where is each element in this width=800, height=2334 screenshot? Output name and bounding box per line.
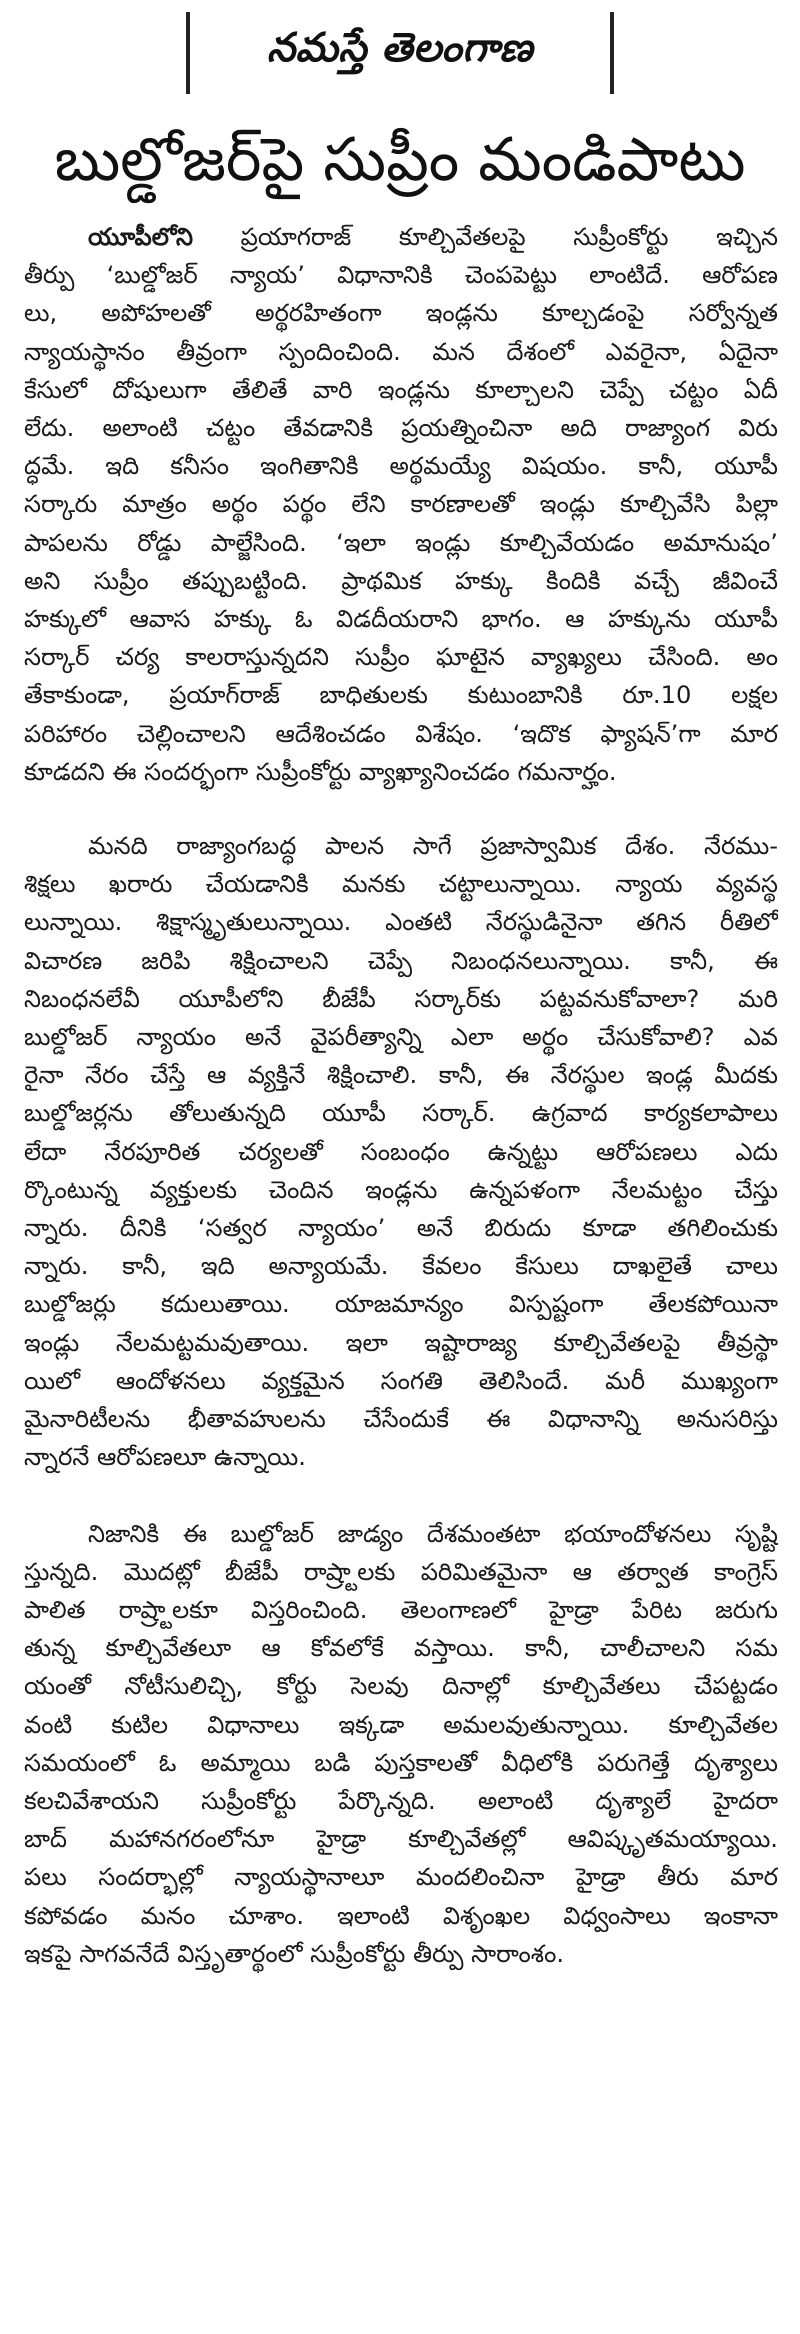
text-line: నిజానికి ఈ బుల్డోజర్ జాడ్యం దేశమంతటా భయాందోళనలు సృష్టి xyxy=(88,1519,778,1548)
text-line: కేసులో దోషులుగా తేలితే వారి ఇండ్లను కూల్చాలని చెప్పే చట్టం ఏదీ xyxy=(24,375,778,404)
text-line: శిక్షలు ఖరారు చేయడానికి మనకు చట్టాలున్నాయి. న్యాయ వ్యవస్థ xyxy=(24,870,778,899)
masthead-right-rule xyxy=(610,12,614,94)
text-line: రైనా నేరం చేస్తే ఆ వ్యక్తినే శిక్షించాలి. కానీ, ఈ నేరస్థుల ఇండ్ల మీదకు xyxy=(24,1061,778,1090)
text-line: ర్కొంటున్న వ్యక్తులకు చెందిన ఇండ్లను ఉన్నపళంగా నేలమట్టం చేస్తు xyxy=(24,1175,778,1204)
text-line: న్నారు. దీనికి ‘సత్వర న్యాయం’ అనే బిరుదు కూడా తగిలించుకు xyxy=(24,1214,778,1243)
text-line: ఇకపై సాగవనేదే విస్తృతార్థంలో సుప్రీంకోర్టు తీర్పు సారాంశం. xyxy=(24,1939,565,1968)
text-line: కూడదని ఈ సందర్భంగా సుప్రీంకోర్టు వ్యాఖ్యానించడం గమనార్హం. xyxy=(24,757,617,786)
text-line: సర్కార్ చర్య కాలరాస్తున్నదని సుప్రీం ఘాటైన వ్యాఖ్యలు చేసింది. అం xyxy=(24,643,778,672)
text-line: పాపలను రోడ్డు పాల్జేసింది. ‘ఇలా ఇండ్లు కూల్చివేయడం అమానుషం’ xyxy=(24,528,778,557)
article-body xyxy=(24,218,778,1973)
text-line: ఇండ్లు నేలమట్టమవుతాయి. ఇలా ఇష్టారాజ్య కూల్చివేతలపై తీవ్రస్థా xyxy=(24,1328,778,1357)
masthead-left-rule xyxy=(186,12,190,94)
text-line: అని సుప్రీం తప్పుబట్టింది. ప్రాథమిక హక్కు కిందికి వచ్చే జీవించే xyxy=(24,566,778,595)
text-line: నిబంధనలేవీ యూపీలోని బీజేపీ సర్కార్‌కు పట్టవనుకోవాలా? మరి xyxy=(24,984,778,1013)
text-line: సమయంలో ఓ అమ్మాయి బడి పుస్తకాలతో వీధిలోకి పరుగెత్తే దృశ్యాలు xyxy=(24,1748,778,1777)
text-line: తున్న కూల్చివేతలూ ఆ కోవలోకే వస్తాయి. కానీ, చాలీచాలని సమ xyxy=(24,1634,778,1663)
text-line: న్యాయస్థానం తీవ్రంగా స్పందించింది. మన దేశంలో ఎవరైనా, ఏదైనా xyxy=(24,337,778,366)
text-line: లేదు. అలాంటి చట్టం తేవడానికి ప్రయత్నించినా అది రాజ్యాంగ విరు xyxy=(24,414,778,443)
text-line: పలు సందర్భాల్లో న్యాయస్థానాలూ మందలించినా హైడ్రా తీరు మార xyxy=(24,1863,778,1892)
text-line: పాలిత రాష్ర్టాలకూ విస్తరించింది. తెలంగాణలో హైడ్రా పేరిట జరుగు xyxy=(24,1595,778,1624)
paragraph-1 xyxy=(24,218,778,791)
text-line: బుల్డోజర్లను తోలుతున్నది యూపీ సర్కార్. ఉగ్రవాద కార్యకలాపాలు xyxy=(24,1099,778,1128)
text-line: న్నారు. కానీ, ఇది అన్యాయమే. కేవలం కేసులు దాఖలైతే చాలు xyxy=(24,1252,778,1281)
newspaper-name: నమస్తే తెలంగాణ xyxy=(266,25,534,71)
text-line: మనది రాజ్యాంగబద్ధ పాలన సాగే ప్రజాస్వామిక దేశం. నేరము- xyxy=(88,832,778,861)
lead-word: యూపీలోని xyxy=(88,223,193,251)
text-line: మైనారిటీలను భీతావహులను చేసేందుకే ఈ విధానాన్ని అనుసరిస్తు xyxy=(24,1405,778,1434)
text-line: తేకాకుండా, ప్రయాగ్‌రాజ్ బాధితులకు కుటుంబానికి రూ.10 లక్షల xyxy=(24,681,778,710)
text-line: కపోవడం మనం చూశాం. ఇలాంటి విశృంఖల విధ్వంసాలు ఇంకానా xyxy=(24,1901,778,1930)
text-line: హక్కులో ఆవాస హక్కు ఓ విడదీయరాని భాగం. ఆ హక్కును యూపీ xyxy=(24,605,778,634)
text-line: యంతో నోటీసులిచ్చి, కోర్టు సెలవు దినాల్లో కూల్చివేతలు చేపట్టడం xyxy=(24,1672,778,1701)
text-line: తీర్పు ‘బుల్డోజర్ న్యాయ’ విధానానికి చెంపపెట్టు లాంటిదే. ఆరోపణ xyxy=(24,261,778,290)
text-line: బుల్డోజర్లు కదులుతాయి. యాజమాన్యం విస్పష్టంగా తేలకపోయినా xyxy=(24,1290,778,1319)
text-line: వంటి కుటిల విధానాలు ఇక్కడా అమలవుతున్నాయి. కూల్చివేతల xyxy=(24,1710,778,1739)
article-headline: బుల్డోజర్‌పై సుప్రీం మండిపాటు xyxy=(54,125,746,195)
text-line: బుల్డోజర్ న్యాయం అనే వైపరీత్యాన్ని ఎలా అర్థం చేసుకోవాలి? ఎవ xyxy=(24,1023,778,1052)
text-line: పరిహారం చెల్లించాలని ఆదేశించడం విశేషం. ‘ఇదొక ఫ్యాషన్’గా మార xyxy=(24,719,778,748)
text-line: న్నారనే ఆరోపణలూ ఉన్నాయి. xyxy=(24,1443,306,1472)
paragraph-2 xyxy=(24,827,778,1476)
text-line: ద్ధమే. ఇది కనీసం ఇంగితానికి అర్థమయ్యే విషయం. కానీ, యూపీ xyxy=(24,452,778,481)
text-line: యూపీలోని ప్రయాగరాజ్ కూల్చివేతలపై సుప్రీంకోర్టు ఇచ్చిన xyxy=(88,223,778,251)
text-line: యిలో ఆందోళనలు వ్యక్తమైన సంగతి తెలిసిందే. మరీ ముఖ్యంగా xyxy=(24,1366,778,1395)
text-line: విచారణ జరిపి శిక్షించాలని చెప్పే నిబంధనలున్నాయి. కానీ, ఈ xyxy=(24,946,778,975)
text-line: బాద్ మహానగరంలోనూ హైడ్రా కూల్చివేతల్లో ఆవిష్కృతమయ్యాయి. xyxy=(24,1825,778,1854)
masthead xyxy=(186,12,614,94)
text-line: కలచివేశాయని సుప్రీంకోర్టు పేర్కొన్నది. అలాంటి దృశ్యాలే హైదరా xyxy=(24,1786,778,1815)
paragraph-3 xyxy=(24,1515,778,1973)
text-line: లేదా నేరపూరిత చర్యలతో సంబంధం ఉన్నట్టు ఆరోపణలు ఎదు xyxy=(24,1137,778,1166)
text-line: లు, అపోహలతో అర్థరహితంగా ఇండ్లను కూల్చడంపై సర్వోన్నత xyxy=(24,299,778,328)
text-line: లున్నాయి. శిక్షాస్మృతులున్నాయి. ఎంతటి నేరస్థుడినైనా తగిన రీతిలో xyxy=(24,908,778,937)
text-line: స్తున్నది. మొదట్లో బీజేపీ రాష్ర్టాలకు పరిమితమైనా ఆ తర్వాత కాంగ్రెస్ xyxy=(24,1557,778,1586)
text-line: సర్కారు మాత్రం అర్థం పర్థం లేని కారణాలతో ఇండ్లు కూల్చివేసి పిల్లా xyxy=(24,490,778,519)
